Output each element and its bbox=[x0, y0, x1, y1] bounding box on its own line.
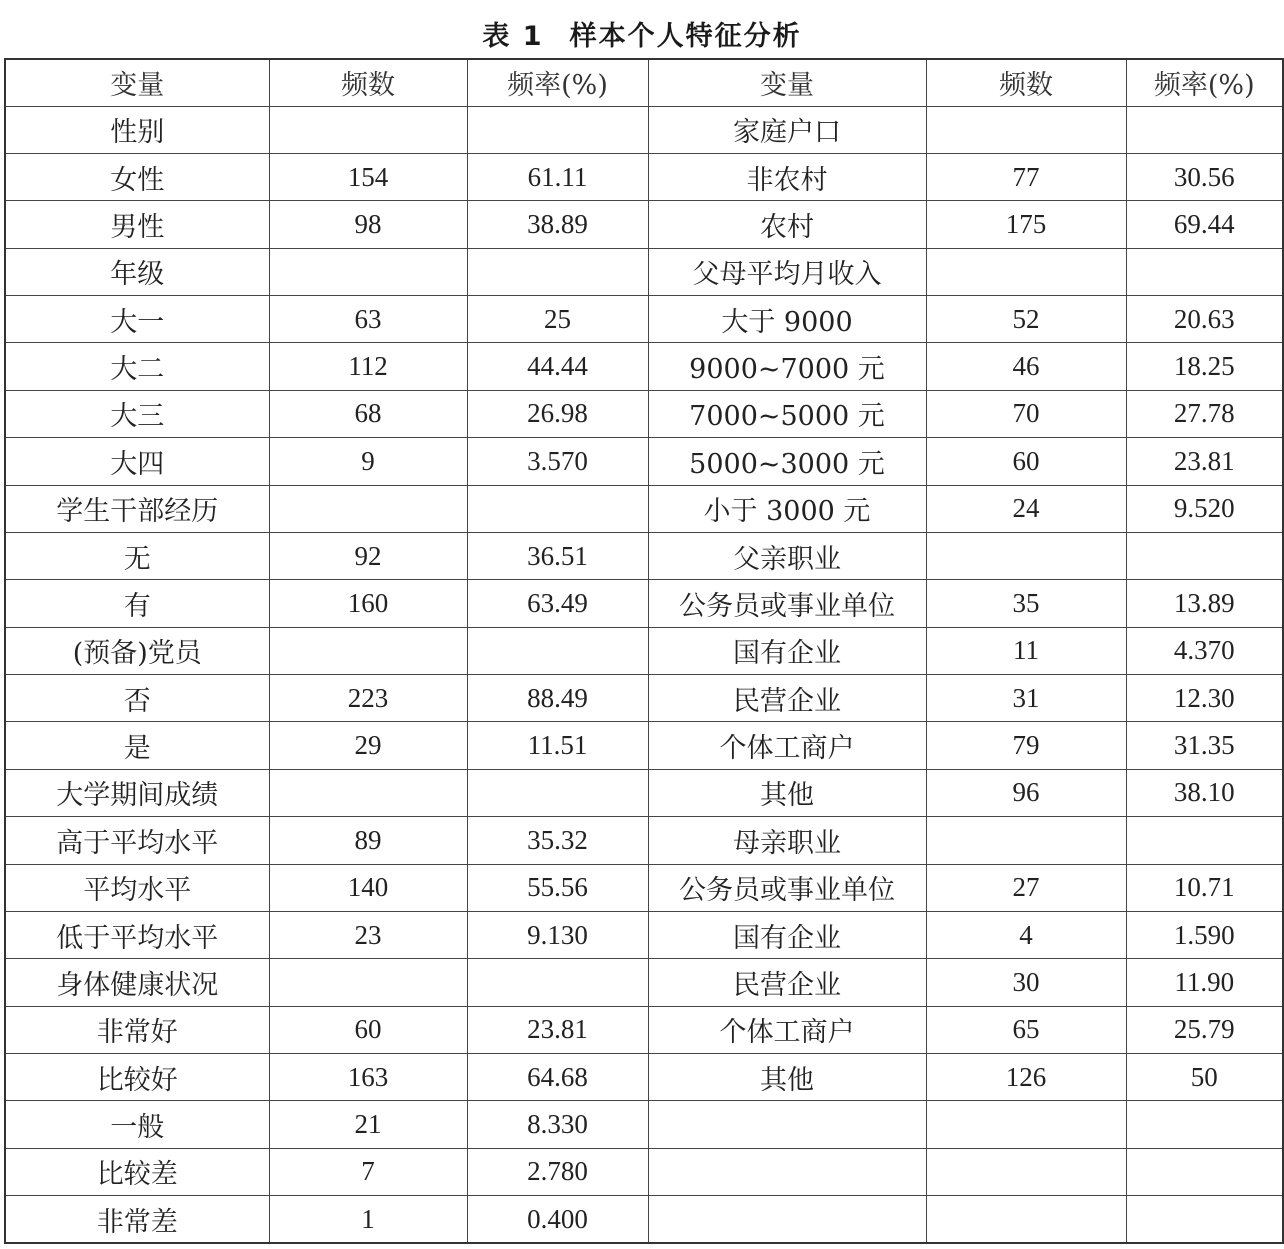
cell-variable-right: 公务员或事业单位 bbox=[648, 580, 926, 627]
cell-rate-left: 3.570 bbox=[467, 438, 648, 485]
cell-rate-right: 11.90 bbox=[1126, 959, 1283, 1006]
cell-variable-left: 一般 bbox=[5, 1101, 269, 1148]
cell-variable-right: 母亲职业 bbox=[648, 817, 926, 864]
cell-variable-right: 国有企业 bbox=[648, 911, 926, 958]
cell-rate-right: 18.25 bbox=[1126, 343, 1283, 390]
cell-frequency-right bbox=[926, 817, 1126, 864]
cell-variable-left: 低于平均水平 bbox=[5, 911, 269, 958]
cell-rate-left: 88.49 bbox=[467, 675, 648, 722]
sample-characteristics-table bbox=[4, 58, 1284, 1244]
cell-frequency-right bbox=[926, 106, 1126, 153]
cell-frequency-left: 21 bbox=[269, 1101, 467, 1148]
cell-frequency-right: 35 bbox=[926, 580, 1126, 627]
cell-variable-left: 身体健康状况 bbox=[5, 959, 269, 1006]
cell-frequency-right bbox=[926, 1148, 1126, 1195]
cell-rate-left: 8.330 bbox=[467, 1101, 648, 1148]
cell-rate-left: 63.49 bbox=[467, 580, 648, 627]
cell-variable-left: 大二 bbox=[5, 343, 269, 390]
cell-variable-right: 非农村 bbox=[648, 153, 926, 200]
table-row bbox=[5, 1101, 1283, 1148]
cell-frequency-right: 126 bbox=[926, 1054, 1126, 1101]
cell-rate-right bbox=[1126, 532, 1283, 579]
cell-frequency-left bbox=[269, 769, 467, 816]
cell-frequency-left bbox=[269, 248, 467, 295]
cell-rate-left: 35.32 bbox=[467, 817, 648, 864]
cell-rate-left: 9.130 bbox=[467, 911, 648, 958]
table-number: 表 1 bbox=[482, 21, 544, 52]
cell-variable-right bbox=[648, 1101, 926, 1148]
cell-variable-left: 否 bbox=[5, 675, 269, 722]
cell-rate-left: 11.51 bbox=[467, 722, 648, 769]
cell-variable-left: 年级 bbox=[5, 248, 269, 295]
table-row bbox=[5, 1148, 1283, 1195]
cell-variable-left: 大学期间成绩 bbox=[5, 769, 269, 816]
cell-frequency-right: 30 bbox=[926, 959, 1126, 1006]
cell-variable-right: 国有企业 bbox=[648, 627, 926, 674]
cell-variable-right: 5000~3000 元 bbox=[648, 438, 926, 485]
header-frequency-left: 频数 bbox=[269, 59, 467, 106]
cell-frequency-left bbox=[269, 485, 467, 532]
cell-rate-right: 25.79 bbox=[1126, 1006, 1283, 1053]
cell-frequency-left: 140 bbox=[269, 864, 467, 911]
cell-frequency-right: 4 bbox=[926, 911, 1126, 958]
table-row bbox=[5, 864, 1283, 911]
cell-frequency-right bbox=[926, 1101, 1126, 1148]
cell-variable-right: 其他 bbox=[648, 769, 926, 816]
cell-rate-left bbox=[467, 248, 648, 295]
cell-rate-right: 4.370 bbox=[1126, 627, 1283, 674]
table-row bbox=[5, 343, 1283, 390]
table-row bbox=[5, 580, 1283, 627]
cell-frequency-left: 7 bbox=[269, 1148, 467, 1195]
cell-rate-left: 55.56 bbox=[467, 864, 648, 911]
cell-rate-left: 36.51 bbox=[467, 532, 648, 579]
cell-rate-left: 0.400 bbox=[467, 1196, 648, 1243]
cell-variable-left: 性别 bbox=[5, 106, 269, 153]
cell-variable-right: 个体工商户 bbox=[648, 722, 926, 769]
cell-variable-right: 公务员或事业单位 bbox=[648, 864, 926, 911]
cell-rate-left: 61.11 bbox=[467, 153, 648, 200]
cell-rate-left bbox=[467, 106, 648, 153]
cell-variable-left: 有 bbox=[5, 580, 269, 627]
cell-variable-right: 7000~5000 元 bbox=[648, 390, 926, 437]
cell-variable-left: 平均水平 bbox=[5, 864, 269, 911]
cell-variable-right: 农村 bbox=[648, 201, 926, 248]
cell-variable-left: 非常好 bbox=[5, 1006, 269, 1053]
cell-variable-right: 大于 9000 bbox=[648, 296, 926, 343]
cell-frequency-left: 98 bbox=[269, 201, 467, 248]
cell-frequency-left bbox=[269, 959, 467, 1006]
cell-variable-left: 大三 bbox=[5, 390, 269, 437]
cell-frequency-left bbox=[269, 627, 467, 674]
cell-rate-left: 64.68 bbox=[467, 1054, 648, 1101]
cell-variable-left: 男性 bbox=[5, 201, 269, 248]
cell-rate-right: 20.63 bbox=[1126, 296, 1283, 343]
cell-frequency-left: 1 bbox=[269, 1196, 467, 1243]
cell-frequency-left: 68 bbox=[269, 390, 467, 437]
cell-rate-right: 30.56 bbox=[1126, 153, 1283, 200]
cell-variable-right: 家庭户口 bbox=[648, 106, 926, 153]
cell-frequency-left: 163 bbox=[269, 1054, 467, 1101]
cell-rate-right: 38.10 bbox=[1126, 769, 1283, 816]
table-row bbox=[5, 817, 1283, 864]
cell-rate-right: 1.590 bbox=[1126, 911, 1283, 958]
cell-variable-left: 比较好 bbox=[5, 1054, 269, 1101]
cell-frequency-left: 89 bbox=[269, 817, 467, 864]
cell-rate-left: 23.81 bbox=[467, 1006, 648, 1053]
cell-rate-left bbox=[467, 959, 648, 1006]
header-variable-left: 变量 bbox=[5, 59, 269, 106]
cell-variable-left: 无 bbox=[5, 532, 269, 579]
cell-variable-right bbox=[648, 1148, 926, 1195]
cell-rate-right: 27.78 bbox=[1126, 390, 1283, 437]
cell-variable-left: 是 bbox=[5, 722, 269, 769]
cell-variable-right: 父亲职业 bbox=[648, 532, 926, 579]
header-row bbox=[5, 59, 1283, 106]
cell-variable-right: 个体工商户 bbox=[648, 1006, 926, 1053]
header-frequency-right: 频数 bbox=[926, 59, 1126, 106]
cell-frequency-right: 52 bbox=[926, 296, 1126, 343]
cell-rate-right: 10.71 bbox=[1126, 864, 1283, 911]
cell-frequency-right: 70 bbox=[926, 390, 1126, 437]
cell-variable-left: 大一 bbox=[5, 296, 269, 343]
table-row bbox=[5, 532, 1283, 579]
cell-variable-left: 大四 bbox=[5, 438, 269, 485]
table-caption: 样本个人特征分析 bbox=[569, 21, 802, 52]
cell-rate-right bbox=[1126, 1101, 1283, 1148]
cell-frequency-right bbox=[926, 1196, 1126, 1243]
table-row bbox=[5, 485, 1283, 532]
table-row bbox=[5, 1006, 1283, 1053]
cell-rate-right bbox=[1126, 1196, 1283, 1243]
cell-variable-left: 高于平均水平 bbox=[5, 817, 269, 864]
table-row bbox=[5, 627, 1283, 674]
cell-frequency-right bbox=[926, 248, 1126, 295]
cell-rate-left bbox=[467, 769, 648, 816]
table-row bbox=[5, 296, 1283, 343]
cell-variable-right bbox=[648, 1196, 926, 1243]
cell-variable-right: 民营企业 bbox=[648, 675, 926, 722]
cell-frequency-right: 46 bbox=[926, 343, 1126, 390]
header-rate-right: 频率(%) bbox=[1126, 59, 1283, 106]
cell-variable-left: 非常差 bbox=[5, 1196, 269, 1243]
cell-rate-right: 31.35 bbox=[1126, 722, 1283, 769]
cell-variable-left: 比较差 bbox=[5, 1148, 269, 1195]
cell-variable-left: (预备)党员 bbox=[5, 627, 269, 674]
cell-rate-right: 69.44 bbox=[1126, 201, 1283, 248]
cell-rate-left bbox=[467, 627, 648, 674]
cell-rate-right: 9.520 bbox=[1126, 485, 1283, 532]
cell-rate-right: 12.30 bbox=[1126, 675, 1283, 722]
cell-rate-right bbox=[1126, 106, 1283, 153]
header-variable-right: 变量 bbox=[648, 59, 926, 106]
cell-frequency-right: 77 bbox=[926, 153, 1126, 200]
table-row bbox=[5, 722, 1283, 769]
table-row bbox=[5, 675, 1283, 722]
cell-variable-right: 其他 bbox=[648, 1054, 926, 1101]
header-rate-left: 频率(%) bbox=[467, 59, 648, 106]
table-row bbox=[5, 438, 1283, 485]
cell-frequency-left: 9 bbox=[269, 438, 467, 485]
table-title bbox=[0, 14, 1284, 53]
cell-frequency-right: 27 bbox=[926, 864, 1126, 911]
cell-rate-left: 26.98 bbox=[467, 390, 648, 437]
cell-frequency-right: 24 bbox=[926, 485, 1126, 532]
cell-frequency-left: 223 bbox=[269, 675, 467, 722]
cell-rate-right: 50 bbox=[1126, 1054, 1283, 1101]
cell-variable-right: 民营企业 bbox=[648, 959, 926, 1006]
cell-frequency-right: 96 bbox=[926, 769, 1126, 816]
cell-variable-left: 女性 bbox=[5, 153, 269, 200]
cell-rate-right bbox=[1126, 248, 1283, 295]
cell-frequency-left: 92 bbox=[269, 532, 467, 579]
cell-rate-left: 44.44 bbox=[467, 343, 648, 390]
cell-frequency-left: 63 bbox=[269, 296, 467, 343]
cell-rate-right bbox=[1126, 817, 1283, 864]
table-row bbox=[5, 769, 1283, 816]
cell-variable-right: 父母平均月收入 bbox=[648, 248, 926, 295]
cell-frequency-left bbox=[269, 106, 467, 153]
table-row bbox=[5, 911, 1283, 958]
cell-frequency-right: 11 bbox=[926, 627, 1126, 674]
cell-rate-left: 2.780 bbox=[467, 1148, 648, 1195]
cell-rate-right bbox=[1126, 1148, 1283, 1195]
cell-frequency-left: 154 bbox=[269, 153, 467, 200]
cell-frequency-right: 60 bbox=[926, 438, 1126, 485]
cell-frequency-right: 175 bbox=[926, 201, 1126, 248]
cell-rate-left bbox=[467, 485, 648, 532]
table-body bbox=[5, 106, 1283, 1243]
cell-frequency-right: 79 bbox=[926, 722, 1126, 769]
cell-frequency-left: 60 bbox=[269, 1006, 467, 1053]
table-row bbox=[5, 1196, 1283, 1243]
cell-frequency-left: 160 bbox=[269, 580, 467, 627]
table-row bbox=[5, 153, 1283, 200]
cell-frequency-left: 29 bbox=[269, 722, 467, 769]
table-row bbox=[5, 959, 1283, 1006]
cell-variable-right: 9000~7000 元 bbox=[648, 343, 926, 390]
cell-rate-right: 13.89 bbox=[1126, 580, 1283, 627]
cell-frequency-left: 112 bbox=[269, 343, 467, 390]
cell-frequency-left: 23 bbox=[269, 911, 467, 958]
table-row bbox=[5, 106, 1283, 153]
cell-rate-left: 38.89 bbox=[467, 201, 648, 248]
cell-variable-right: 小于 3000 元 bbox=[648, 485, 926, 532]
cell-rate-right: 23.81 bbox=[1126, 438, 1283, 485]
cell-frequency-right: 65 bbox=[926, 1006, 1126, 1053]
cell-variable-left: 学生干部经历 bbox=[5, 485, 269, 532]
table-row bbox=[5, 201, 1283, 248]
table-row bbox=[5, 248, 1283, 295]
cell-frequency-right: 31 bbox=[926, 675, 1126, 722]
cell-frequency-right bbox=[926, 532, 1126, 579]
table-row bbox=[5, 390, 1283, 437]
cell-rate-left: 25 bbox=[467, 296, 648, 343]
table-row bbox=[5, 1054, 1283, 1101]
